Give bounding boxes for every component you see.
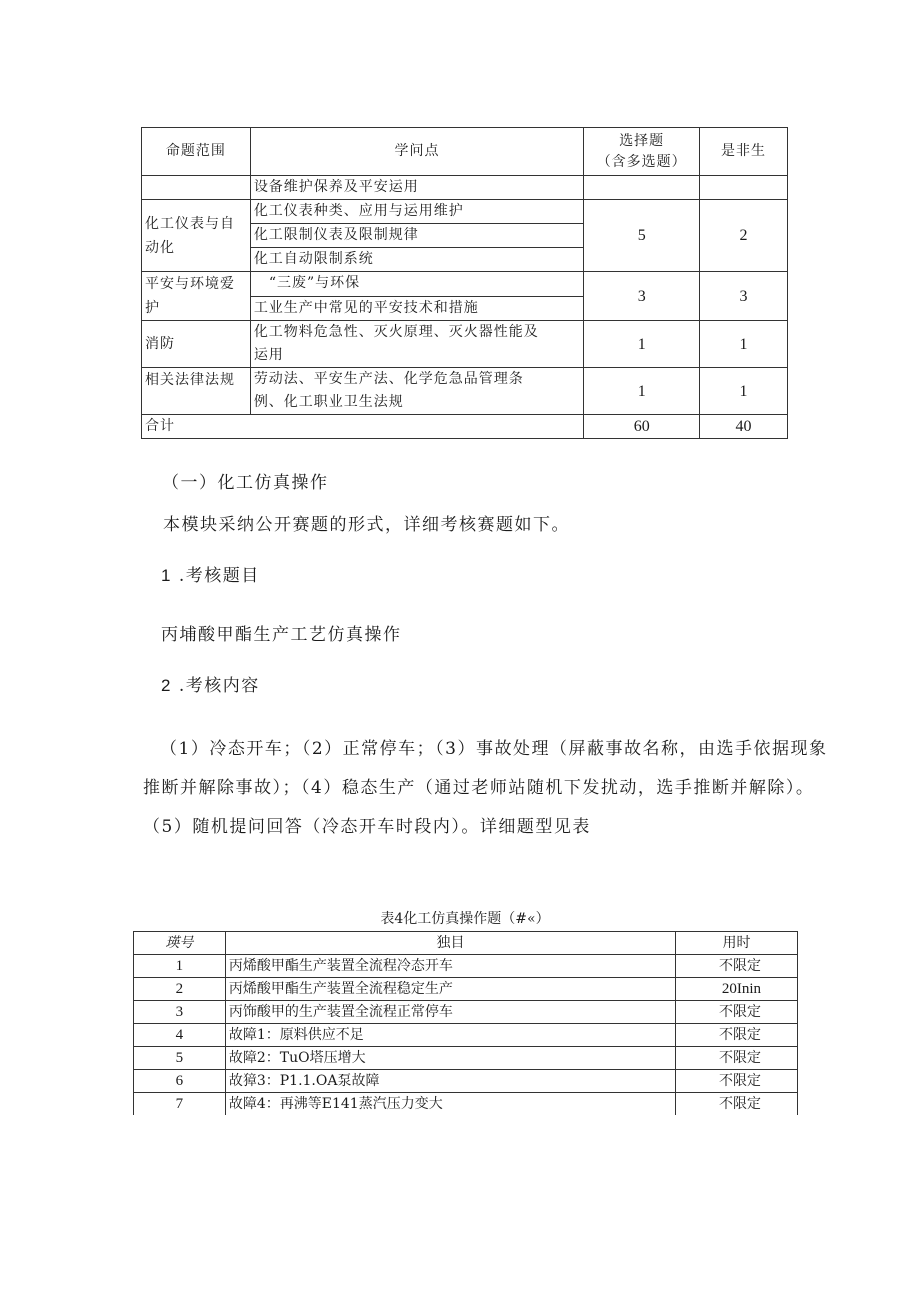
total-label: 合计 — [142, 415, 251, 439]
scope-cell-empty — [142, 176, 251, 200]
table-row — [134, 1070, 798, 1093]
header-choice-line2: （含多选题） — [596, 153, 687, 170]
item-1-number: 1 — [161, 566, 172, 585]
row-time: 20Inin — [676, 978, 798, 1001]
row-number: 7 — [134, 1093, 226, 1116]
table-header-row — [134, 932, 798, 955]
knowledge-cell: 设备维护保养及平安运用 — [250, 176, 583, 200]
table-header-row — [142, 128, 788, 176]
row-title: 故獐3：P1.1.OA泵故障 — [225, 1070, 675, 1093]
truefalse-cell-empty — [700, 176, 788, 200]
row-time: 不限定 — [676, 1047, 798, 1070]
knowledge-cell: “三废”与环保 — [250, 272, 583, 297]
header-title: 独目 — [225, 932, 675, 955]
row-title: 丙烯酸甲酯生产装置全流程冷态开车 — [225, 955, 675, 978]
table-row — [142, 272, 788, 297]
table-row — [134, 1001, 798, 1024]
table-caption: 表4化工仿真操作题（#«） — [380, 911, 550, 927]
knowledge-cell: 化工自动限制系统 — [250, 248, 583, 272]
header-choice-line1: 选择题 — [619, 132, 665, 149]
total-choice: 60 — [584, 415, 700, 439]
header-knowledge: 学问点 — [250, 128, 583, 176]
row-title: 故障2：TuO塔压增大 — [225, 1047, 675, 1070]
row-time: 不限定 — [676, 955, 798, 978]
table-row — [142, 368, 788, 415]
table-total-row — [142, 415, 788, 439]
row-number: 3 — [134, 1001, 226, 1024]
table-row — [134, 955, 798, 978]
choice-cell-empty — [584, 176, 700, 200]
row-title: 丙饰酸甲的生产装置全流程正常停车 — [225, 1001, 675, 1024]
header-number: 瑛号 — [134, 932, 226, 955]
item-2-label: .考核内容 — [178, 676, 260, 696]
table-row — [134, 1093, 798, 1116]
table-row — [142, 176, 788, 200]
header-time: 用时 — [676, 932, 798, 955]
choice-count: 3 — [584, 272, 700, 321]
total-truefalse: 40 — [700, 415, 788, 439]
row-title: 故障1：原料供应不足 — [225, 1024, 675, 1047]
row-time: 不限定 — [676, 1093, 798, 1116]
knowledge-cell: 化工限制仪表及限制规律 — [250, 224, 583, 248]
truefalse-count: 1 — [700, 321, 788, 368]
scope-cell: 平安与环境爱护 — [142, 272, 251, 321]
row-title: 故障4：再沸等E141蒸汽压力变大 — [225, 1093, 675, 1116]
exam-topic: 丙埔酸甲酯生产工艺仿真操作 — [161, 625, 402, 645]
row-time: 不限定 — [676, 1070, 798, 1093]
choice-count: 1 — [584, 368, 700, 415]
row-title: 丙烯酸甲酯生产装置全流程稳定生产 — [225, 978, 675, 1001]
row-time: 不限定 — [676, 1024, 798, 1047]
section-intro: 本模块采纳公开赛题的形式，详细考核赛题如下。 — [163, 515, 570, 535]
table-row — [134, 978, 798, 1001]
truefalse-count: 2 — [700, 200, 788, 272]
scope-cell: 化工仪表与自动化 — [142, 200, 251, 272]
choice-count: 1 — [584, 321, 700, 368]
knowledge-cell: 劳动法、平安生产法、化学危急品管理条例、化工职业卫生法规 — [250, 368, 583, 415]
table-row — [134, 1047, 798, 1070]
row-number: 5 — [134, 1047, 226, 1070]
knowledge-cell: 化工仪表种类、应用与运用维护 — [250, 200, 583, 224]
row-number: 2 — [134, 978, 226, 1001]
scope-cell: 相关法律法规 — [142, 368, 251, 415]
row-number: 6 — [134, 1070, 226, 1093]
header-truefalse: 是非生 — [700, 128, 788, 176]
simulation-task-table — [133, 931, 798, 1115]
table-row — [134, 1024, 798, 1047]
item-2-number: 2 — [161, 676, 172, 695]
knowledge-cell: 化工物料危急性、灭火原理、灭火器性能及运用 — [250, 321, 583, 368]
header-scope: 命题范围 — [142, 128, 251, 176]
scope-cell: 消防 — [142, 321, 251, 368]
total-spacer — [250, 415, 583, 439]
header-choice — [584, 128, 700, 176]
row-number: 1 — [134, 955, 226, 978]
section-heading: （一）化工仿真操作 — [162, 473, 329, 493]
truefalse-count: 3 — [700, 272, 788, 321]
row-time: 不限定 — [676, 1001, 798, 1024]
table-row — [142, 200, 788, 224]
item-1-heading — [161, 561, 260, 586]
truefalse-count: 1 — [700, 368, 788, 415]
row-number: 4 — [134, 1024, 226, 1047]
knowledge-cell: 工业生产中常见的平安技术和措施 — [250, 296, 583, 321]
table-row — [142, 321, 788, 368]
item-1-label: .考核题目 — [178, 566, 260, 586]
item-2-heading — [161, 671, 260, 696]
choice-count: 5 — [584, 200, 700, 272]
exam-scope-table — [141, 127, 788, 439]
exam-content-paragraph: （1）冷态开车；（2）正常停车；（3）事故处理（屏蔽事故名称，由选手依据现象推断并解除事故）；（4）稳态生产（通过老师站随机下发扰动，选手推断并解除）。（5）随机提问回答（冷态开车时段内）。详细题型见表 — [143, 739, 828, 837]
